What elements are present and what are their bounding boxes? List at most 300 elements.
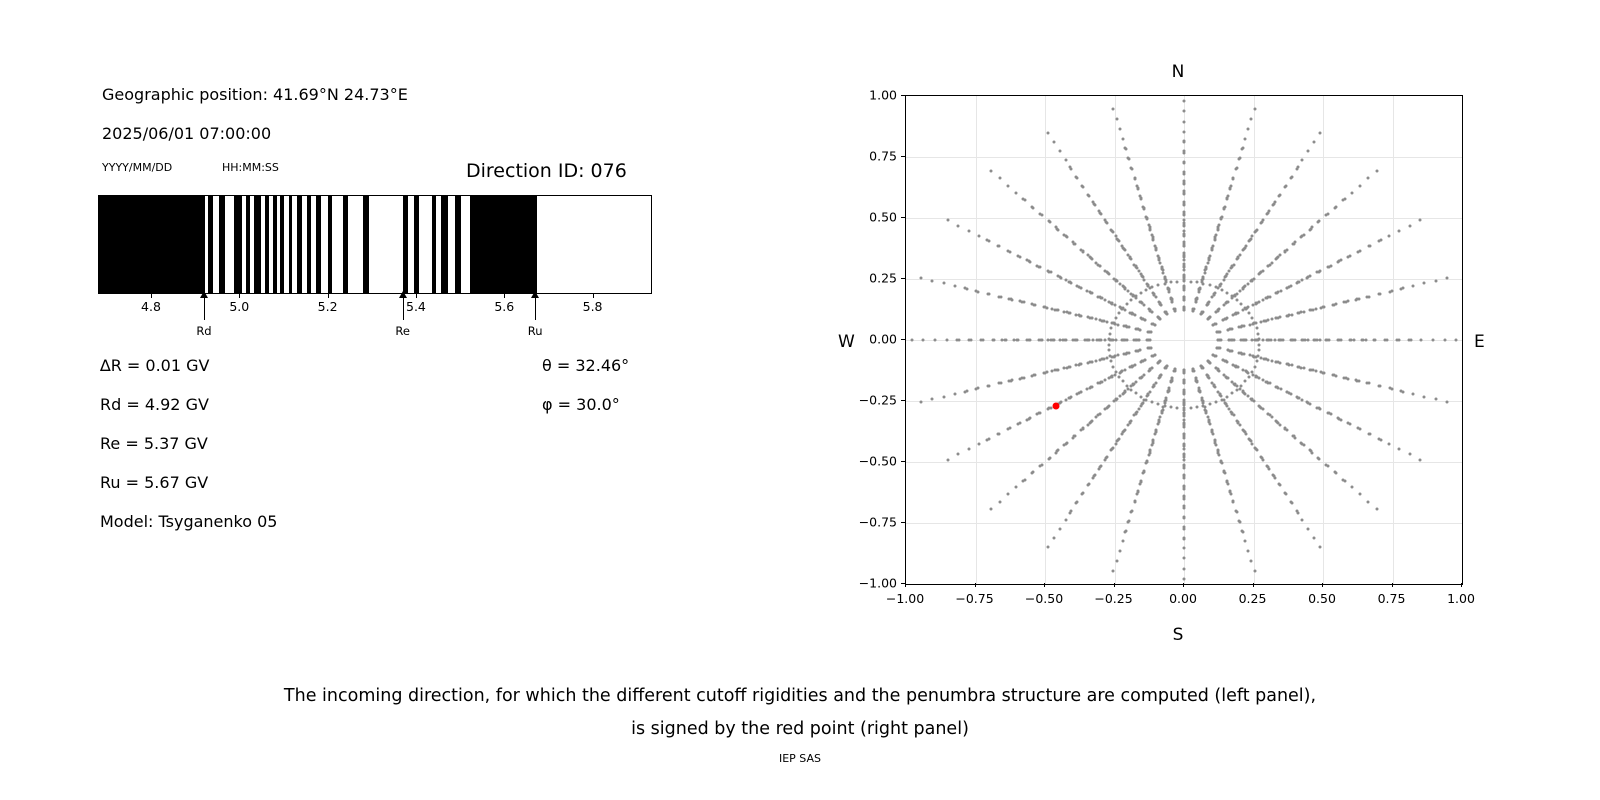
direction-grid-point[interactable] bbox=[1196, 281, 1199, 284]
direction-grid-point[interactable] bbox=[1125, 352, 1128, 355]
direction-grid-point[interactable] bbox=[1275, 419, 1278, 422]
direction-grid-point[interactable] bbox=[1124, 148, 1127, 151]
direction-grid-point[interactable] bbox=[1100, 212, 1103, 215]
direction-grid-point[interactable] bbox=[1358, 184, 1361, 187]
direction-grid-point[interactable] bbox=[1155, 248, 1158, 251]
direction-grid-point[interactable] bbox=[1117, 375, 1120, 378]
direction-grid-point[interactable] bbox=[1388, 290, 1391, 293]
direction-grid-point[interactable] bbox=[1117, 438, 1120, 441]
direction-grid-point[interactable] bbox=[1140, 198, 1143, 201]
direction-grid-point[interactable] bbox=[1131, 313, 1134, 316]
direction-grid-point[interactable] bbox=[1216, 228, 1219, 231]
direction-grid-point[interactable] bbox=[1242, 248, 1245, 251]
direction-grid-point[interactable] bbox=[1236, 299, 1239, 302]
direction-grid-point[interactable] bbox=[1165, 311, 1168, 314]
direction-grid-point[interactable] bbox=[1270, 318, 1273, 321]
direction-grid-point[interactable] bbox=[1183, 578, 1186, 581]
direction-grid-point[interactable] bbox=[1388, 387, 1391, 390]
direction-grid-point[interactable] bbox=[1313, 339, 1316, 342]
direction-grid-point[interactable] bbox=[1418, 458, 1421, 461]
direction-grid-point[interactable] bbox=[1446, 277, 1449, 280]
direction-grid-point[interactable] bbox=[1145, 288, 1148, 291]
direction-grid-point[interactable] bbox=[1005, 339, 1008, 342]
direction-grid-point[interactable] bbox=[1326, 411, 1329, 414]
direction-grid-point[interactable] bbox=[1218, 454, 1221, 457]
direction-grid-point[interactable] bbox=[922, 339, 925, 342]
direction-grid-point[interactable] bbox=[1308, 368, 1311, 371]
direction-grid-point[interactable] bbox=[1008, 427, 1011, 430]
direction-grid-point[interactable] bbox=[1207, 258, 1210, 261]
direction-grid-point[interactable] bbox=[1183, 214, 1186, 217]
direction-grid-point[interactable] bbox=[1140, 479, 1143, 482]
direction-grid-point[interactable] bbox=[1198, 389, 1201, 392]
direction-grid-point[interactable] bbox=[1147, 284, 1150, 287]
direction-grid-point[interactable] bbox=[1106, 221, 1109, 224]
direction-grid-point[interactable] bbox=[1183, 287, 1186, 290]
direction-grid-point[interactable] bbox=[1048, 456, 1051, 459]
direction-grid-point[interactable] bbox=[1261, 299, 1264, 302]
direction-grid-point[interactable] bbox=[1375, 508, 1378, 511]
direction-grid-point[interactable] bbox=[1314, 308, 1317, 311]
direction-grid-point[interactable] bbox=[957, 339, 960, 342]
direction-grid-point[interactable] bbox=[1170, 298, 1173, 301]
direction-grid-point[interactable] bbox=[1070, 167, 1073, 170]
direction-grid-point[interactable] bbox=[1225, 479, 1228, 482]
direction-grid-point[interactable] bbox=[1230, 411, 1233, 414]
direction-grid-point[interactable] bbox=[1112, 365, 1115, 368]
direction-grid-point[interactable] bbox=[1336, 261, 1339, 264]
direction-grid-point[interactable] bbox=[1224, 318, 1227, 321]
direction-grid-point[interactable] bbox=[1308, 309, 1311, 312]
direction-grid-point[interactable] bbox=[1141, 275, 1144, 278]
direction-grid-point[interactable] bbox=[1090, 258, 1093, 261]
direction-grid-point[interactable] bbox=[1121, 307, 1124, 310]
direction-grid-point[interactable] bbox=[1080, 287, 1083, 290]
direction-grid-point[interactable] bbox=[1100, 297, 1103, 300]
direction-grid-point[interactable] bbox=[1183, 203, 1186, 206]
direction-grid-point[interactable] bbox=[967, 229, 970, 232]
direction-grid-point[interactable] bbox=[1153, 293, 1156, 296]
direction-grid-point[interactable] bbox=[1064, 519, 1067, 522]
direction-grid-point[interactable] bbox=[1212, 384, 1215, 387]
direction-grid-point[interactable] bbox=[1230, 339, 1233, 342]
direction-grid-point[interactable] bbox=[1257, 349, 1260, 352]
direction-grid-point[interactable] bbox=[1023, 478, 1026, 481]
direction-grid-point[interactable] bbox=[981, 339, 984, 342]
direction-grid-point[interactable] bbox=[1247, 549, 1250, 552]
direction-grid-point[interactable] bbox=[1207, 419, 1210, 422]
direction-grid-point[interactable] bbox=[1336, 416, 1339, 419]
direction-grid-point[interactable] bbox=[1232, 499, 1235, 502]
direction-grid-point[interactable] bbox=[1331, 304, 1334, 307]
direction-grid-point[interactable] bbox=[1058, 149, 1061, 152]
direction-grid-point[interactable] bbox=[1159, 375, 1162, 378]
direction-grid-point[interactable] bbox=[1099, 265, 1102, 268]
direction-grid-point[interactable] bbox=[1183, 269, 1186, 272]
direction-grid-point[interactable] bbox=[1135, 411, 1138, 414]
direction-grid-point[interactable] bbox=[1112, 108, 1115, 111]
direction-grid-point[interactable] bbox=[1109, 332, 1112, 335]
direction-grid-point[interactable] bbox=[1247, 282, 1250, 285]
direction-grid-point[interactable] bbox=[1106, 456, 1109, 459]
direction-grid-point[interactable] bbox=[1301, 158, 1304, 161]
direction-grid-point[interactable] bbox=[1029, 339, 1032, 342]
direction-grid-point[interactable] bbox=[1214, 286, 1217, 289]
direction-grid-point[interactable] bbox=[1007, 184, 1010, 187]
direction-grid-point[interactable] bbox=[1216, 368, 1219, 371]
direction-grid-point[interactable] bbox=[1248, 239, 1251, 242]
direction-grid-point[interactable] bbox=[1091, 360, 1094, 363]
direction-grid-point[interactable] bbox=[1058, 528, 1061, 531]
direction-grid-point[interactable] bbox=[1131, 364, 1134, 367]
direction-grid-point[interactable] bbox=[1183, 151, 1186, 154]
direction-grid-point[interactable] bbox=[1137, 188, 1140, 191]
direction-grid-point[interactable] bbox=[1411, 392, 1414, 395]
direction-grid-point[interactable] bbox=[1308, 449, 1311, 452]
direction-grid-point[interactable] bbox=[967, 448, 970, 451]
direction-grid-point[interactable] bbox=[1266, 265, 1269, 268]
direction-grid-point[interactable] bbox=[1189, 407, 1192, 410]
direction-grid-point[interactable] bbox=[1170, 379, 1173, 382]
direction-grid-point[interactable] bbox=[1300, 279, 1303, 282]
direction-grid-point[interactable] bbox=[1147, 393, 1150, 396]
direction-grid-point[interactable] bbox=[1183, 280, 1186, 283]
direction-grid-point[interactable] bbox=[1183, 494, 1186, 497]
direction-grid-point[interactable] bbox=[1052, 140, 1055, 143]
direction-grid-point[interactable] bbox=[1183, 255, 1186, 258]
direction-grid-point[interactable] bbox=[1183, 484, 1186, 487]
direction-grid-point[interactable] bbox=[1377, 384, 1380, 387]
direction-grid-point[interactable] bbox=[1133, 499, 1136, 502]
direction-grid-point[interactable] bbox=[1377, 240, 1380, 243]
direction-grid-point[interactable] bbox=[1228, 188, 1231, 191]
direction-grid-point[interactable] bbox=[954, 392, 957, 395]
direction-grid-point[interactable] bbox=[1275, 258, 1278, 261]
direction-grid-point[interactable] bbox=[1152, 439, 1155, 442]
direction-grid-point[interactable] bbox=[1398, 229, 1401, 232]
direction-grid-point[interactable] bbox=[1157, 284, 1160, 287]
direction-grid-point[interactable] bbox=[1306, 401, 1309, 404]
direction-grid-point[interactable] bbox=[1377, 293, 1380, 296]
direction-grid-point[interactable] bbox=[1238, 158, 1241, 161]
direction-grid-point[interactable] bbox=[1164, 278, 1167, 281]
direction-grid-point[interactable] bbox=[1253, 365, 1256, 368]
direction-grid-point[interactable] bbox=[1398, 448, 1401, 451]
direction-grid-point[interactable] bbox=[1213, 323, 1216, 326]
direction-grid-point[interactable] bbox=[1059, 401, 1062, 404]
direction-grid-point[interactable] bbox=[1367, 500, 1370, 503]
direction-grid-point[interactable] bbox=[1277, 194, 1280, 197]
direction-grid-point[interactable] bbox=[1317, 221, 1320, 224]
direction-grid-point[interactable] bbox=[1161, 409, 1164, 412]
direction-grid-point[interactable] bbox=[1159, 302, 1162, 305]
direction-grid-point[interactable] bbox=[1040, 463, 1043, 466]
direction-grid-point[interactable] bbox=[1241, 529, 1244, 532]
direction-grid-point[interactable] bbox=[1132, 383, 1135, 386]
direction-grid-point[interactable] bbox=[1183, 259, 1186, 262]
direction-grid-point[interactable] bbox=[1367, 177, 1370, 180]
direction-grid-point[interactable] bbox=[1250, 118, 1253, 121]
direction-grid-point[interactable] bbox=[1208, 403, 1211, 406]
direction-grid-point[interactable] bbox=[1118, 549, 1121, 552]
direction-grid-point[interactable] bbox=[1226, 291, 1229, 294]
direction-grid-point[interactable] bbox=[1082, 492, 1085, 495]
direction-grid-point[interactable] bbox=[1271, 203, 1274, 206]
direction-grid-point[interactable] bbox=[1076, 339, 1079, 342]
direction-grid-point[interactable] bbox=[1313, 537, 1316, 540]
direction-grid-point[interactable] bbox=[1080, 390, 1083, 393]
direction-grid-point[interactable] bbox=[1372, 339, 1375, 342]
direction-grid-point[interactable] bbox=[1263, 320, 1266, 323]
direction-grid-point[interactable] bbox=[1082, 185, 1085, 188]
direction-grid-point[interactable] bbox=[1032, 206, 1035, 209]
direction-grid-point[interactable] bbox=[965, 287, 968, 290]
direction-grid-point[interactable] bbox=[1285, 314, 1288, 317]
direction-grid-point[interactable] bbox=[1343, 301, 1346, 304]
direction-grid-point[interactable] bbox=[1200, 366, 1203, 369]
direction-grid-point[interactable] bbox=[1213, 354, 1216, 357]
direction-grid-point[interactable] bbox=[1291, 243, 1294, 246]
direction-grid-point[interactable] bbox=[1147, 454, 1150, 457]
direction-grid-point[interactable] bbox=[1102, 320, 1105, 323]
direction-grid-point[interactable] bbox=[1114, 355, 1117, 358]
direction-grid-point[interactable] bbox=[1114, 304, 1117, 307]
direction-grid-point[interactable] bbox=[1218, 393, 1221, 396]
direction-grid-point[interactable] bbox=[1082, 427, 1085, 430]
direction-grid-point[interactable] bbox=[1253, 322, 1256, 325]
direction-grid-point[interactable] bbox=[1183, 526, 1186, 529]
direction-grid-point[interactable] bbox=[1384, 339, 1387, 342]
direction-grid-point[interactable] bbox=[1259, 221, 1262, 224]
direction-grid-point[interactable] bbox=[1317, 456, 1320, 459]
direction-grid-point[interactable] bbox=[1256, 332, 1259, 335]
direction-grid-point[interactable] bbox=[1146, 218, 1149, 221]
direction-grid-point[interactable] bbox=[1082, 250, 1085, 253]
direction-grid-point[interactable] bbox=[1204, 268, 1207, 271]
direction-grid-point[interactable] bbox=[1183, 422, 1186, 425]
direction-grid-point[interactable] bbox=[1163, 405, 1166, 408]
direction-grid-point[interactable] bbox=[1431, 339, 1434, 342]
direction-grid-point[interactable] bbox=[1076, 501, 1079, 504]
direction-grid-point[interactable] bbox=[1143, 469, 1146, 472]
direction-grid-point[interactable] bbox=[998, 177, 1001, 180]
direction-grid-point[interactable] bbox=[1275, 292, 1278, 295]
direction-grid-point[interactable] bbox=[1408, 339, 1411, 342]
direction-grid-point[interactable] bbox=[1247, 128, 1250, 131]
direction-grid-point[interactable] bbox=[1244, 380, 1247, 383]
direction-grid-point[interactable] bbox=[1149, 309, 1152, 312]
direction-grid-point[interactable] bbox=[1107, 272, 1110, 275]
direction-grid-point[interactable] bbox=[988, 240, 991, 243]
direction-grid-point[interactable] bbox=[1248, 375, 1251, 378]
direction-grid-point[interactable] bbox=[1183, 172, 1186, 175]
direction-grid-point[interactable] bbox=[1455, 339, 1458, 342]
direction-grid-point[interactable] bbox=[1253, 569, 1256, 572]
direction-grid-point[interactable] bbox=[1157, 316, 1160, 319]
direction-grid-point[interactable] bbox=[1348, 339, 1351, 342]
direction-grid-point[interactable] bbox=[1265, 212, 1268, 215]
direction-grid-point[interactable] bbox=[1302, 367, 1305, 370]
direction-grid-point[interactable] bbox=[1313, 140, 1316, 143]
direction-grid-point[interactable] bbox=[1325, 339, 1328, 342]
direction-grid-point[interactable] bbox=[1283, 185, 1286, 188]
direction-grid-point[interactable] bbox=[1212, 293, 1215, 296]
direction-grid-point[interactable] bbox=[988, 384, 991, 387]
direction-grid-point[interactable] bbox=[1254, 302, 1257, 305]
direction-grid-point[interactable] bbox=[1234, 364, 1237, 367]
direction-grid-point[interactable] bbox=[1283, 492, 1286, 495]
direction-grid-point[interactable] bbox=[1183, 99, 1186, 102]
direction-grid-point[interactable] bbox=[1183, 141, 1186, 144]
direction-grid-point[interactable] bbox=[1139, 291, 1142, 294]
direction-grid-point[interactable] bbox=[1241, 287, 1244, 290]
direction-grid-point[interactable] bbox=[1277, 483, 1280, 486]
direction-grid-point[interactable] bbox=[1092, 339, 1095, 342]
direction-grid-point[interactable] bbox=[919, 400, 922, 403]
direction-grid-point[interactable] bbox=[1240, 352, 1243, 355]
direction-grid-point[interactable] bbox=[1135, 339, 1138, 342]
direction-grid-point[interactable] bbox=[1011, 298, 1014, 301]
direction-grid-point[interactable] bbox=[1306, 276, 1309, 279]
direction-grid-point[interactable] bbox=[1226, 395, 1229, 398]
direction-grid-point[interactable] bbox=[1149, 228, 1152, 231]
direction-grid-point[interactable] bbox=[1121, 380, 1124, 383]
direction-grid-point[interactable] bbox=[1244, 539, 1247, 542]
direction-grid-point[interactable] bbox=[1162, 271, 1165, 274]
direction-grid-point[interactable] bbox=[1446, 400, 1449, 403]
direction-grid-point[interactable] bbox=[1418, 219, 1421, 222]
direction-grid-point[interactable] bbox=[1423, 395, 1426, 398]
direction-grid-point[interactable] bbox=[1366, 382, 1369, 385]
direction-grid-point[interactable] bbox=[1123, 429, 1126, 432]
direction-grid-point[interactable] bbox=[1157, 403, 1160, 406]
direction-grid-point[interactable] bbox=[1255, 360, 1258, 363]
direction-grid-point[interactable] bbox=[1200, 311, 1203, 314]
direction-grid-point[interactable] bbox=[1230, 266, 1233, 269]
direction-grid-point[interactable] bbox=[1011, 379, 1014, 382]
direction-grid-point[interactable] bbox=[1070, 396, 1073, 399]
direction-grid-point[interactable] bbox=[1152, 323, 1155, 326]
direction-grid-point[interactable] bbox=[1222, 278, 1225, 281]
direction-grid-point[interactable] bbox=[1117, 354, 1120, 357]
direction-grid-point[interactable] bbox=[1183, 458, 1186, 461]
direction-grid-point[interactable] bbox=[1129, 299, 1132, 302]
direction-grid-point[interactable] bbox=[1129, 388, 1132, 391]
direction-grid-point[interactable] bbox=[1183, 453, 1186, 456]
direction-grid-point[interactable] bbox=[1295, 510, 1298, 513]
direction-grid-point[interactable] bbox=[1127, 519, 1130, 522]
direction-grid-point[interactable] bbox=[1183, 183, 1186, 186]
direction-grid-point[interactable] bbox=[1291, 434, 1294, 437]
direction-grid-point[interactable] bbox=[947, 219, 950, 222]
direction-grid-point[interactable] bbox=[1124, 390, 1127, 393]
direction-grid-point[interactable] bbox=[1250, 280, 1253, 283]
direction-grid-point[interactable] bbox=[1263, 357, 1266, 360]
direction-grid-point[interactable] bbox=[1106, 320, 1109, 323]
direction-grid-point[interactable] bbox=[998, 245, 1001, 248]
direction-grid-point[interactable] bbox=[1117, 312, 1120, 315]
direction-grid-point[interactable] bbox=[1240, 325, 1243, 328]
direction-grid-point[interactable] bbox=[1251, 355, 1254, 358]
direction-grid-point[interactable] bbox=[1015, 191, 1018, 194]
direction-grid-point[interactable] bbox=[1141, 359, 1144, 362]
direction-grid-point[interactable] bbox=[1112, 569, 1115, 572]
direction-grid-point[interactable] bbox=[1224, 359, 1227, 362]
direction-grid-point[interactable] bbox=[1099, 412, 1102, 415]
direction-grid-point[interactable] bbox=[1238, 519, 1241, 522]
direction-grid-point[interactable] bbox=[1258, 343, 1261, 346]
direction-grid-point[interactable] bbox=[1210, 248, 1213, 251]
direction-grid-point[interactable] bbox=[1302, 310, 1305, 313]
direction-grid-point[interactable] bbox=[1183, 370, 1186, 373]
direction-grid-point[interactable] bbox=[1271, 474, 1274, 477]
direction-grid-point[interactable] bbox=[1273, 339, 1276, 342]
direction-grid-point[interactable] bbox=[1134, 295, 1137, 298]
direction-grid-point[interactable] bbox=[1090, 419, 1093, 422]
direction-grid-point[interactable] bbox=[1319, 131, 1322, 134]
direction-grid-point[interactable] bbox=[1202, 405, 1205, 408]
direction-grid-point[interactable] bbox=[1434, 398, 1437, 401]
direction-grid-point[interactable] bbox=[1183, 474, 1186, 477]
direction-grid-point[interactable] bbox=[1233, 383, 1236, 386]
direction-grid-point[interactable] bbox=[1195, 379, 1198, 382]
direction-grid-point[interactable] bbox=[1095, 359, 1098, 362]
direction-grid-point[interactable] bbox=[1133, 178, 1136, 181]
direction-grid-point[interactable] bbox=[1350, 486, 1353, 489]
direction-grid-point[interactable] bbox=[1183, 162, 1186, 165]
direction-grid-point[interactable] bbox=[1065, 441, 1068, 444]
direction-grid-point[interactable] bbox=[1423, 282, 1426, 285]
direction-grid-point[interactable] bbox=[1216, 309, 1219, 312]
direction-grid-point[interactable] bbox=[1285, 287, 1288, 290]
direction-grid-point[interactable] bbox=[1070, 510, 1073, 513]
direction-grid-point[interactable] bbox=[1219, 459, 1222, 462]
direction-grid-point[interactable] bbox=[1270, 359, 1273, 362]
direction-grid-point[interactable] bbox=[998, 500, 1001, 503]
direction-grid-point[interactable] bbox=[1214, 401, 1217, 404]
direction-grid-point[interactable] bbox=[1189, 280, 1192, 283]
direction-grid-point[interactable] bbox=[990, 508, 993, 511]
direction-grid-point[interactable] bbox=[1316, 406, 1319, 409]
direction-grid-point[interactable] bbox=[1149, 368, 1152, 371]
direction-grid-point[interactable] bbox=[1183, 110, 1186, 113]
direction-grid-point[interactable] bbox=[1375, 169, 1378, 172]
direction-grid-point[interactable] bbox=[1118, 395, 1121, 398]
direction-grid-point[interactable] bbox=[1130, 168, 1133, 171]
direction-grid-point[interactable] bbox=[1049, 271, 1052, 274]
direction-grid-point[interactable] bbox=[1224, 302, 1227, 305]
direction-grid-point[interactable] bbox=[1057, 368, 1060, 371]
direction-grid-point[interactable] bbox=[1110, 327, 1113, 330]
direction-grid-point[interactable] bbox=[1274, 360, 1277, 363]
direction-grid-point[interactable] bbox=[1320, 306, 1323, 309]
direction-grid-point[interactable] bbox=[1039, 411, 1042, 414]
direction-grid-point[interactable] bbox=[1148, 330, 1151, 333]
direction-grid-point[interactable] bbox=[1057, 228, 1060, 231]
direction-grid-point[interactable] bbox=[1114, 339, 1117, 342]
direction-grid-point[interactable] bbox=[1366, 295, 1369, 298]
direction-grid-point[interactable] bbox=[1137, 328, 1140, 331]
direction-grid-point[interactable] bbox=[1183, 297, 1186, 300]
direction-grid-point[interactable] bbox=[1326, 266, 1329, 269]
direction-grid-point[interactable] bbox=[1350, 191, 1353, 194]
direction-grid-point[interactable] bbox=[1419, 339, 1422, 342]
direction-grid-point[interactable] bbox=[1094, 474, 1097, 477]
direction-grid-point[interactable] bbox=[1102, 357, 1105, 360]
direction-grid-point[interactable] bbox=[1111, 339, 1114, 342]
direction-grid-point[interactable] bbox=[1090, 292, 1093, 295]
direction-grid-point[interactable] bbox=[1275, 385, 1278, 388]
